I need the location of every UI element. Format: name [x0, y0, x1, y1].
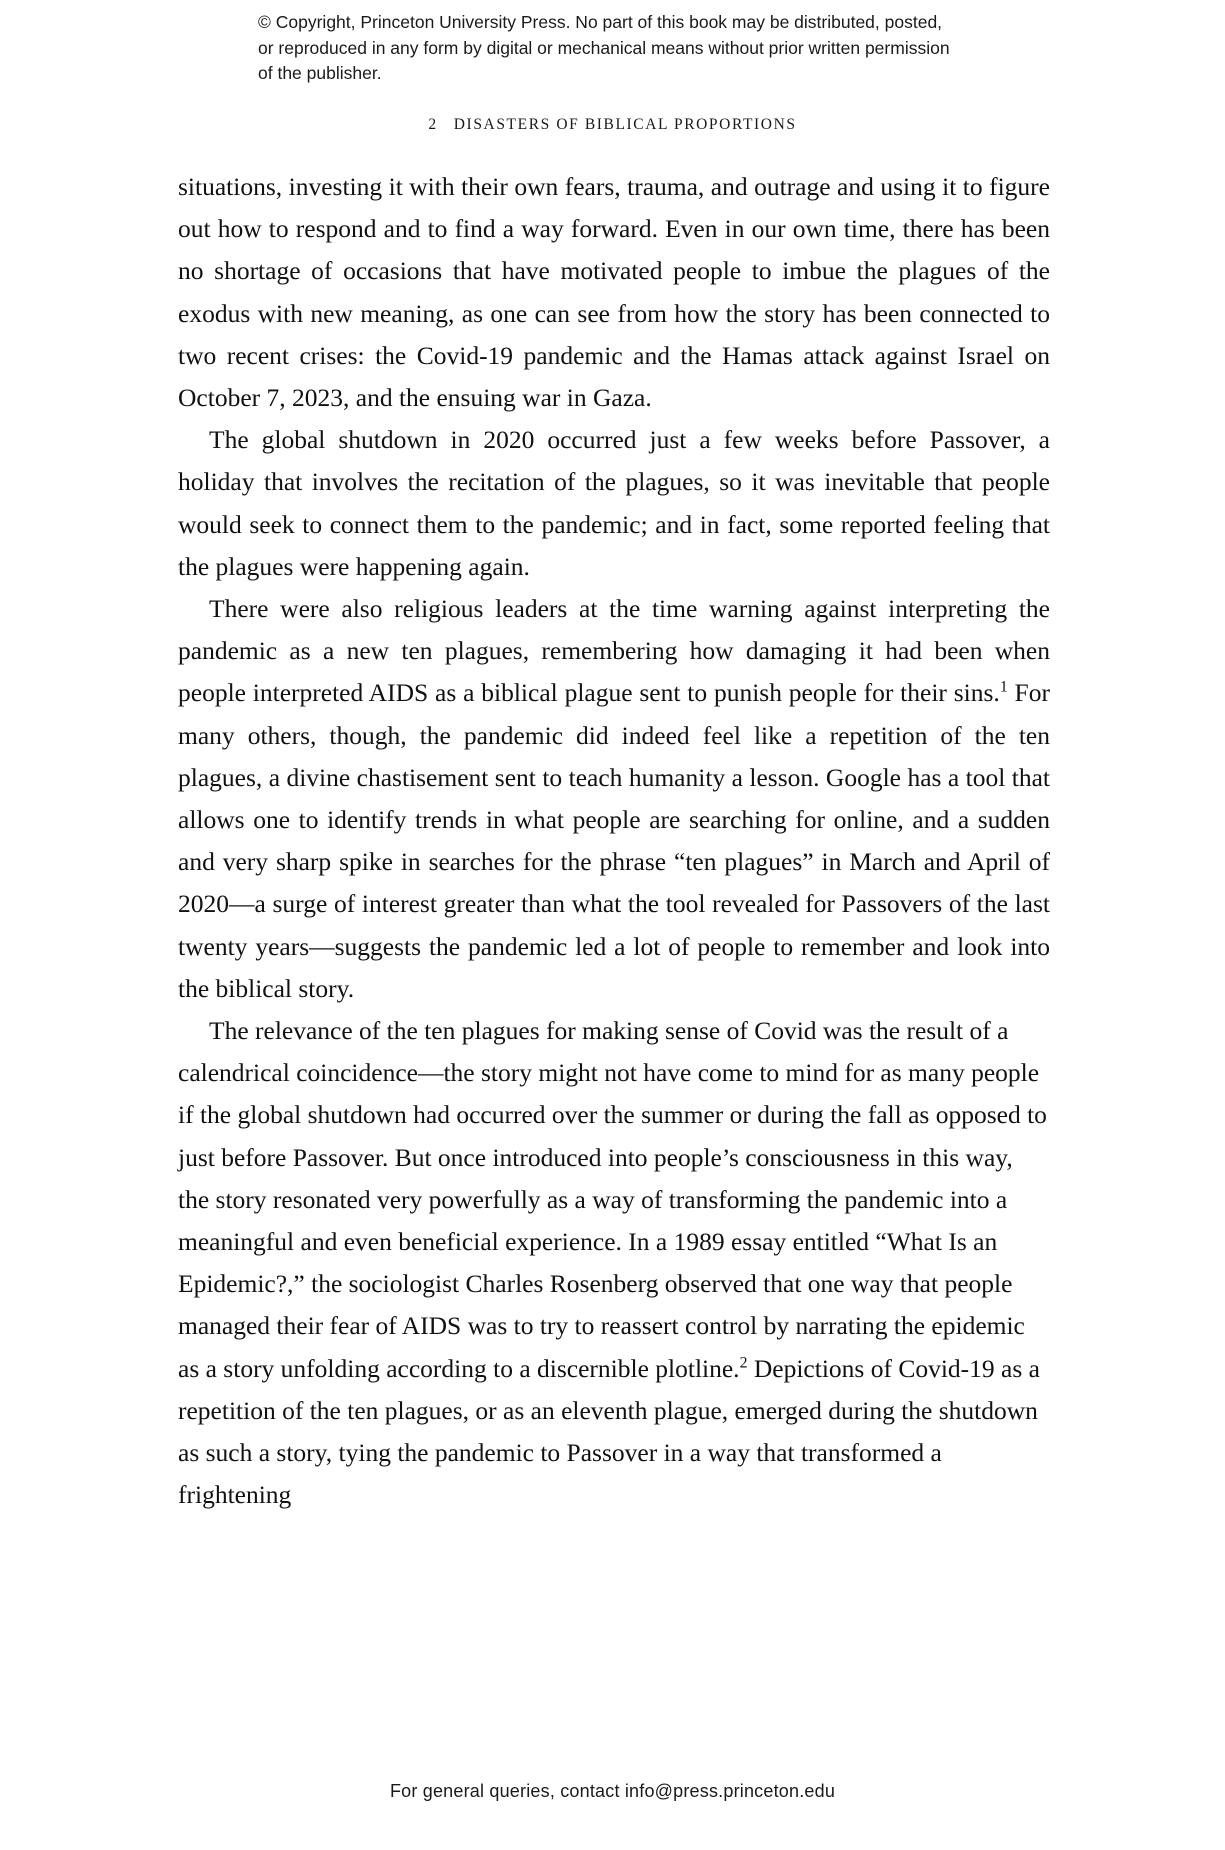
- paragraph-4: [178, 1010, 1050, 1516]
- paragraph-3-part-a: There were also religious leaders at the time warning against interpreting the pandemic as a new ten plagues, remembering how damaging it had been when people interpreted AIDS as a biblical plague sent to punish people for their sins.: [178, 594, 1050, 708]
- footnote-marker-2: 2: [739, 1354, 748, 1372]
- running-head: [0, 116, 1225, 134]
- page-folio-number: 2: [428, 116, 438, 133]
- general-queries-footer: For general queries, contact info@press.princeton.edu: [389, 1781, 836, 1801]
- paragraph-4-part-a: The relevance of the ten plagues for making sense of Covid was the result of a calendrical coincidence—the story might not have come to mind for as many people if the global shutdown had occurred over the summer or during the fall as opposed to just before Passover. But once introduced into people’s consciousness in this way, the story resonated very powerfully as a way of transforming the pandemic into a meaningful and even beneficial experience. In a 1989 essay entitled “What Is an Epidemic?,” the sociologist Charles Rosenberg observed that one way that people managed their fear of AIDS was to try to reassert control by narrating the epidemic as a story unfolding according to a discernible plotline.: [178, 1016, 1047, 1383]
- copyright-notice: © Copyright, Princeton University Press. No part of this book may be distributed, posted, or reproduced in any form by digital or mechanical means without prior written permission of the publisher.: [258, 12, 950, 84]
- paragraph-2: The global shutdown in 2020 occurred just a few weeks before Passover, a holiday that involves the recitation of the plagues, so it was inevitable that people would seek to connect them to the pandemic; and in fact, some reported feeling that the plagues were happening again.: [178, 425, 1050, 581]
- body-text-column: [178, 166, 1050, 1517]
- footnote-marker-1: 1: [999, 678, 1008, 696]
- paragraph-4-part-b: Depictions of Covid-19 as a repetition of the ten plagues, or as an eleventh plague, emerged during the shutdown as such a story, tying the pandemic to Passover in a way that transformed a frightening: [178, 1353, 1040, 1510]
- running-head-title: DISASTERS OF BIBLICAL PROPORTIONS: [453, 116, 797, 133]
- paragraph-3-part-b: For many others, though, the pandemic did indeed feel like a repetition of the ten plagues, a divine chastisement sent to teach humanity a lesson. Google has a tool that allows one to identify trends in what people are searching for online, and a sudden and very sharp spike in searches for the phrase “ten plagues” in March and April of 2020—a surge of interest greater than what the tool revealed for Passovers of the last twenty years—suggests the pandemic led a lot of people to remember and look into the biblical story.: [178, 678, 1050, 1003]
- paragraph-3: [178, 588, 1050, 1010]
- paragraph-1: situations, investing it with their own fears, trauma, and outrage and using it to figure out how to respond and to find a way forward. Even in our own time, there has been no shortage of occasions that have motivated people to imbue the plagues of the exodus with new meaning, as one can see from how the story has been connected to two recent crises: the Covid-19 pandemic and the Hamas attack against Israel on October 7, 2023, and the ensuing war in Gaza.: [178, 172, 1050, 413]
